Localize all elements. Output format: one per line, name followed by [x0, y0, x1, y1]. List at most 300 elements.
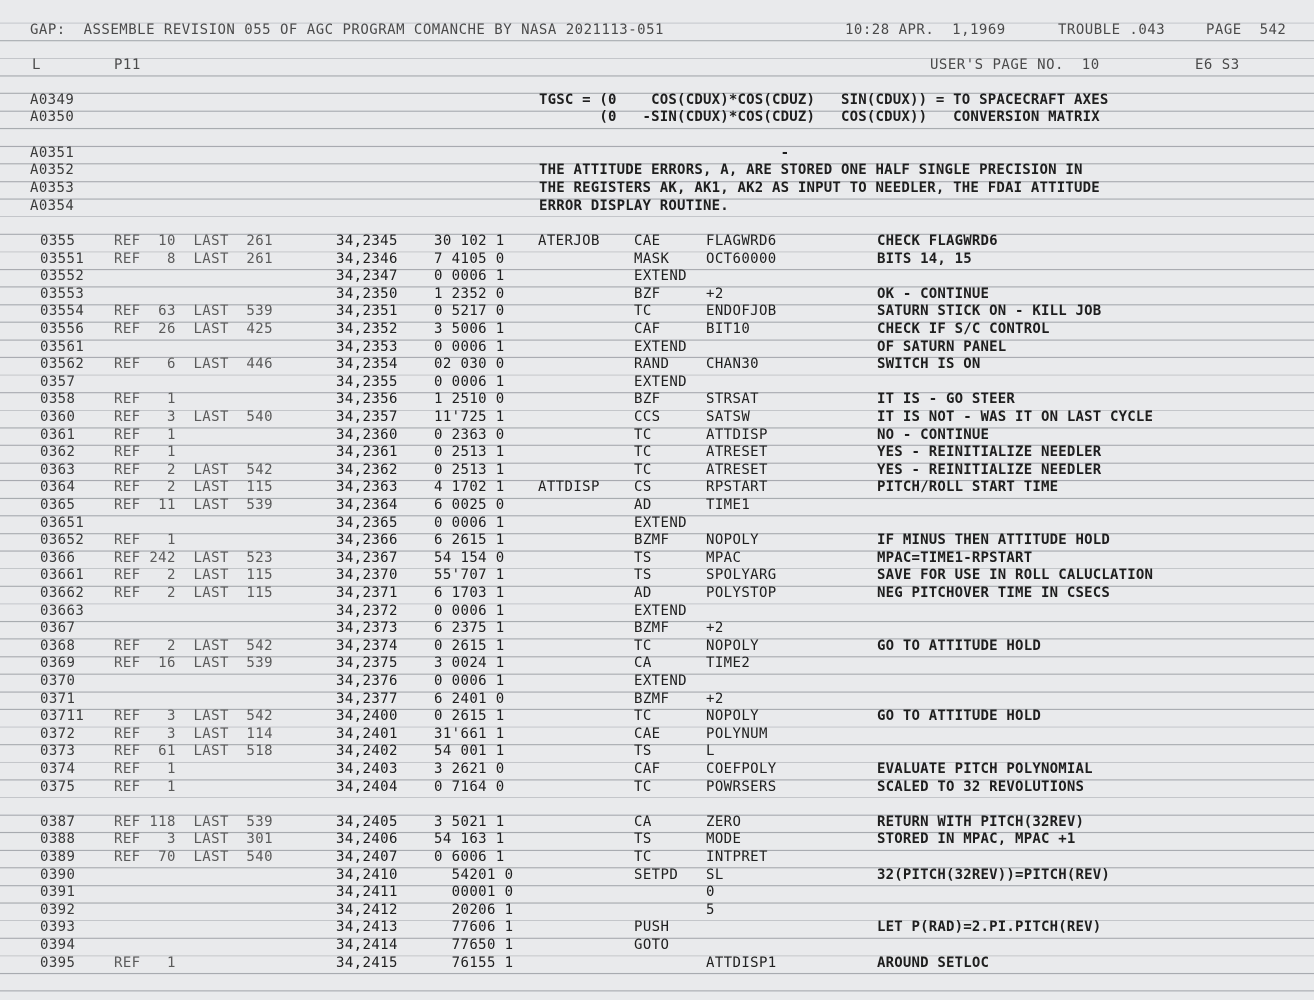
address: 34,2346	[336, 250, 398, 267]
line-number: 0365	[40, 497, 76, 513]
address: 34,2373	[336, 620, 398, 637]
line-number: 0391	[40, 884, 76, 901]
reference-info: REF 3 LAST 542	[114, 708, 273, 725]
octal-word: 4 1702 1	[434, 479, 505, 496]
octal-word: 6 1703 1	[434, 585, 505, 601]
opcode: BZMF	[634, 690, 670, 707]
opcode: TC	[634, 778, 652, 795]
opcode: CAE	[634, 233, 661, 249]
line-number: A0351	[30, 145, 75, 161]
opcode: MASK	[634, 250, 670, 267]
code-line	[0, 725, 1314, 743]
opcode: CAF	[634, 761, 661, 777]
line-number: 03552	[40, 268, 85, 285]
reference-info: REF 3 LAST 540	[114, 409, 273, 425]
line-number: 0395	[40, 954, 76, 971]
code-line	[0, 531, 1314, 549]
address: 34,2412	[336, 901, 398, 918]
reference-info: REF 3 LAST 301	[114, 831, 273, 848]
octal-word: 0 0006 1	[434, 602, 505, 619]
code-line	[0, 848, 1314, 866]
header-line	[0, 21, 1314, 39]
reference-info: REF 11 LAST 539	[114, 497, 273, 513]
code-line	[0, 619, 1314, 637]
reference-info: REF 2 LAST 115	[114, 585, 273, 601]
line-number: 0364	[40, 479, 76, 496]
octal-word: 0 2615 1	[434, 637, 505, 654]
code-line	[0, 654, 1314, 672]
line-number: 0367	[40, 620, 76, 637]
octal-word: 20206 1	[434, 901, 514, 918]
octal-word: 54 163 1	[434, 831, 505, 848]
reference-info: REF 63 LAST 539	[114, 303, 273, 320]
address: 34,2357	[336, 409, 398, 425]
reference-info: REF 1	[114, 391, 176, 408]
octal-word: 7 4105 0	[434, 250, 505, 267]
address: 34,2377	[336, 690, 398, 707]
code-comment: CHECK IF S/C CONTROL	[877, 321, 1050, 337]
line-number: 0374	[40, 761, 76, 777]
code-line	[0, 760, 1314, 778]
sub-id: P11	[114, 57, 141, 73]
octal-word: 0 7164 0	[434, 778, 505, 795]
code-comment: GO TO ATTITUDE HOLD	[877, 708, 1041, 725]
operand: ATTDISP1	[706, 954, 777, 971]
code-comment: AROUND SETLOC	[877, 954, 990, 971]
octal-word: 6 2401 0	[434, 690, 505, 707]
octal-word: 54201 0	[434, 866, 514, 883]
address: 34,2414	[336, 937, 398, 953]
opcode: TC	[634, 849, 652, 865]
reference-info: REF 2 LAST 115	[114, 567, 273, 584]
operand: TIME1	[706, 497, 751, 513]
section-code: E6 S3	[1195, 57, 1240, 73]
user-page-number: USER'S PAGE NO. 10	[930, 57, 1100, 73]
line-number: 0362	[40, 444, 76, 461]
address: 34,2354	[336, 356, 398, 373]
reference-info: REF 26 LAST 425	[114, 321, 273, 337]
operand: OCT60000	[706, 250, 777, 267]
address: 34,2355	[336, 373, 398, 390]
comment-line	[0, 197, 1314, 215]
code-line	[0, 408, 1314, 426]
address: 34,2353	[336, 338, 398, 355]
comment-text: THE ATTITUDE ERRORS, A, ARE STORED ONE HALF SINGLE PRECISION IN	[539, 162, 1083, 178]
operand: ATTDISP	[706, 426, 768, 443]
comment-text: ERROR DISPLAY ROUTINE.	[539, 198, 729, 214]
address: 34,2351	[336, 303, 398, 320]
line-number: 0388	[40, 831, 76, 848]
line-number: 0393	[40, 919, 76, 936]
address: 34,2360	[336, 426, 398, 443]
reference-info: REF 6 LAST 446	[114, 356, 273, 373]
address: 34,2374	[336, 637, 398, 654]
line-number: 0357	[40, 373, 76, 390]
line-number: 03663	[40, 602, 85, 619]
operand: POWRSERS	[706, 778, 777, 795]
code-line	[0, 232, 1314, 250]
line-number: 0369	[40, 655, 76, 672]
operand: ATRESET	[706, 461, 768, 478]
opcode: TC	[634, 303, 652, 320]
address: 34,2362	[336, 461, 398, 478]
code-comment: EVALUATE PITCH POLYNOMIAL	[877, 761, 1093, 777]
reference-info: REF 118 LAST 539	[114, 813, 273, 830]
code-line	[0, 478, 1314, 496]
comment-text: (0 -SIN(CDUX)*COS(CDUZ) COS(CDUX)) CONVERSION MATRIX	[539, 109, 1100, 125]
opcode: TC	[634, 444, 652, 461]
line-number: 0373	[40, 743, 76, 760]
address: 34,2376	[336, 673, 398, 689]
reference-info: REF 1	[114, 761, 176, 777]
operand: MPAC	[706, 549, 742, 566]
octal-word: 0 2363 0	[434, 426, 505, 443]
operand: RPSTART	[706, 479, 768, 496]
line-number: 0355	[40, 233, 76, 249]
comment-text: TGSC = (0 COS(CDUX)*COS(CDUZ) SIN(CDUX)) = TO SPACECRAFT AXES	[539, 92, 1109, 108]
opcode: EXTEND	[634, 602, 687, 619]
code-comment: 32(PITCH(32REV))=PITCH(REV)	[877, 866, 1110, 883]
octal-word: 0 6006 1	[434, 849, 505, 865]
reference-info: REF 16 LAST 539	[114, 655, 273, 672]
octal-word: 76155 1	[434, 954, 514, 971]
code-line	[0, 813, 1314, 831]
address: 34,2352	[336, 321, 398, 337]
operand: +2	[706, 690, 724, 707]
reference-info: REF 1	[114, 426, 176, 443]
address: 34,2367	[336, 549, 398, 566]
opcode: AD	[634, 497, 652, 513]
address: 34,2370	[336, 567, 398, 584]
line-number: 03651	[40, 514, 85, 531]
comment-text: -	[539, 145, 790, 161]
code-line	[0, 443, 1314, 461]
code-line	[0, 742, 1314, 760]
trouble-code: TROUBLE .043	[1058, 22, 1166, 38]
address: 34,2406	[336, 831, 398, 848]
octal-word: 31'661 1	[434, 725, 505, 742]
line-number: 0370	[40, 673, 76, 689]
line-number: 03553	[40, 285, 85, 302]
operand: POLYNUM	[706, 725, 768, 742]
line-number: A0350	[30, 109, 75, 125]
address: 34,2410	[336, 866, 398, 883]
code-line	[0, 901, 1314, 919]
opcode: CAF	[634, 321, 661, 337]
octal-word: 0 2615 1	[434, 708, 505, 725]
code-line	[0, 549, 1314, 567]
operand: 5	[706, 901, 715, 918]
operand: CHAN30	[706, 356, 759, 373]
code-line	[0, 320, 1314, 338]
code-line	[0, 602, 1314, 620]
line-number: 0368	[40, 637, 76, 654]
listing-datetime: 10:28 APR. 1,1969	[845, 22, 1006, 38]
line-number: 0372	[40, 725, 76, 742]
reference-info: REF 1	[114, 532, 176, 549]
opcode: TS	[634, 567, 652, 584]
line-number: 03711	[40, 708, 85, 725]
code-line	[0, 584, 1314, 602]
opcode: CS	[634, 479, 652, 496]
subheader-line	[0, 56, 1314, 74]
opcode: RAND	[634, 356, 670, 373]
opcode: BZMF	[634, 532, 670, 549]
line-number: 03554	[40, 303, 85, 320]
opcode: BZF	[634, 285, 661, 302]
code-line	[0, 338, 1314, 356]
line-number: 0390	[40, 866, 76, 883]
octal-word: 0 2513 1	[434, 461, 505, 478]
octal-word: 55'707 1	[434, 567, 505, 584]
address: 34,2413	[336, 919, 398, 936]
comment-line	[0, 91, 1314, 109]
address: 34,2375	[336, 655, 398, 672]
code-comment: RETURN WITH PITCH(32REV)	[877, 813, 1085, 830]
opcode: EXTEND	[634, 673, 687, 689]
address: 34,2363	[336, 479, 398, 496]
reference-info: REF 61 LAST 518	[114, 743, 273, 760]
address: 34,2407	[336, 849, 398, 865]
code-comment: YES - REINITIALIZE NEEDLER	[877, 444, 1102, 461]
operand: ENDOFJOB	[706, 303, 777, 320]
octal-word: 6 2615 1	[434, 532, 505, 549]
code-comment: NEG PITCHOVER TIME IN CSECS	[877, 585, 1110, 601]
code-comment: SAVE FOR USE IN ROLL CALUCLATION	[877, 567, 1154, 584]
operand: +2	[706, 285, 724, 302]
reference-info: REF 242 LAST 523	[114, 549, 273, 566]
operand: NOPOLY	[706, 532, 759, 549]
address: 34,2350	[336, 285, 398, 302]
opcode: TS	[634, 743, 652, 760]
opcode: TC	[634, 637, 652, 654]
address: 34,2371	[336, 585, 398, 601]
address: 34,2400	[336, 708, 398, 725]
opcode: BZMF	[634, 620, 670, 637]
line-number: 0363	[40, 461, 76, 478]
octal-word: 0 5217 0	[434, 303, 505, 320]
operand: POLYSTOP	[706, 585, 777, 601]
octal-word: 0 0006 1	[434, 673, 505, 689]
code-comment: LET P(RAD)=2.PI.PITCH(REV)	[877, 919, 1102, 936]
address: 34,2347	[336, 268, 398, 285]
octal-word: 3 5006 1	[434, 321, 505, 337]
code-line	[0, 302, 1314, 320]
comment-line	[0, 161, 1314, 179]
address: 34,2403	[336, 761, 398, 777]
opcode: PUSH	[634, 919, 670, 936]
operand: SATSW	[706, 409, 751, 425]
code-comment: GO TO ATTITUDE HOLD	[877, 637, 1041, 654]
address: 34,2411	[336, 884, 398, 901]
octal-word: 3 0024 1	[434, 655, 505, 672]
reference-info: REF 3 LAST 114	[114, 725, 273, 742]
symbol-label: ATTDISP	[538, 479, 600, 496]
code-comment: NO - CONTINUE	[877, 426, 990, 443]
code-comment: IT IS NOT - WAS IT ON LAST CYCLE	[877, 409, 1154, 425]
address: 34,2361	[336, 444, 398, 461]
octal-word: 77650 1	[434, 937, 514, 953]
operand: +2	[706, 620, 724, 637]
line-number: 0371	[40, 690, 76, 707]
code-comment: BITS 14, 15	[877, 250, 972, 267]
comment-line	[0, 179, 1314, 197]
octal-word: 54 001 1	[434, 743, 505, 760]
operand: L	[706, 743, 715, 760]
opcode: EXTEND	[634, 268, 687, 285]
opcode: EXTEND	[634, 514, 687, 531]
code-line	[0, 936, 1314, 954]
operand: 0	[706, 884, 715, 901]
page-number: PAGE 542	[1206, 22, 1287, 38]
code-comment: IT IS - GO STEER	[877, 391, 1016, 408]
line-number: 03662	[40, 585, 85, 601]
reference-info: REF 2 LAST 542	[114, 461, 273, 478]
opcode: EXTEND	[634, 373, 687, 390]
address: 34,2356	[336, 391, 398, 408]
code-line	[0, 672, 1314, 690]
code-line	[0, 566, 1314, 584]
opcode: TS	[634, 549, 652, 566]
opcode: CA	[634, 655, 652, 672]
line-number: 03561	[40, 338, 85, 355]
line-number: 03551	[40, 250, 85, 267]
operand: BIT10	[706, 321, 751, 337]
line-number: 03661	[40, 567, 85, 584]
code-comment: YES - REINITIALIZE NEEDLER	[877, 461, 1102, 478]
opcode: TC	[634, 426, 652, 443]
comment-text: THE REGISTERS AK, AK1, AK2 AS INPUT TO NEEDLER, THE FDAI ATTITUDE	[539, 180, 1100, 196]
octal-word: 00001 0	[434, 884, 514, 901]
octal-word: 02 030 0	[434, 356, 505, 373]
reference-info: REF 2 LAST 115	[114, 479, 273, 496]
line-number: 03556	[40, 321, 85, 337]
code-line	[0, 778, 1314, 796]
octal-word: 1 2352 0	[434, 285, 505, 302]
opcode: CCS	[634, 409, 661, 425]
comment-line	[0, 108, 1314, 126]
line-number: 0358	[40, 391, 76, 408]
symbol-label: ATERJOB	[538, 233, 600, 249]
line-number: 0392	[40, 901, 76, 918]
code-line	[0, 461, 1314, 479]
code-line	[0, 918, 1314, 936]
opcode: BZF	[634, 391, 661, 408]
operand: SPOLYARG	[706, 567, 777, 584]
address: 34,2364	[336, 497, 398, 513]
code-line	[0, 373, 1314, 391]
octal-word: 0 0006 1	[434, 514, 505, 531]
code-line	[0, 866, 1314, 884]
line-number: 0375	[40, 778, 76, 795]
octal-word: 30 102 1	[434, 233, 505, 249]
operand: STRSAT	[706, 391, 759, 408]
operand: COEFPOLY	[706, 761, 777, 777]
operand: ZERO	[706, 813, 742, 830]
octal-word: 0 2513 1	[434, 444, 505, 461]
line-number: 0387	[40, 813, 76, 830]
octal-word: 0 0006 1	[434, 373, 505, 390]
address: 34,2345	[336, 233, 398, 249]
opcode: CAE	[634, 725, 661, 742]
line-number: A0352	[30, 162, 75, 178]
operand: ATRESET	[706, 444, 768, 461]
code-line	[0, 707, 1314, 725]
operand: NOPOLY	[706, 637, 759, 654]
reference-info: REF 70 LAST 540	[114, 849, 273, 865]
code-line	[0, 883, 1314, 901]
code-comment: OF SATURN PANEL	[877, 338, 1007, 355]
code-comment: CHECK FLAGWRD6	[877, 233, 998, 249]
opcode: TS	[634, 831, 652, 848]
code-comment: PITCH/ROLL START TIME	[877, 479, 1059, 496]
code-comment: IF MINUS THEN ATTITUDE HOLD	[877, 532, 1110, 549]
line-number: 0360	[40, 409, 76, 425]
code-line	[0, 250, 1314, 268]
code-line	[0, 496, 1314, 514]
opcode: AD	[634, 585, 652, 601]
operand: FLAGWRD6	[706, 233, 777, 249]
reference-info: REF 8 LAST 261	[114, 250, 273, 267]
reference-info: REF 1	[114, 444, 176, 461]
listing-title: GAP: ASSEMBLE REVISION 055 OF AGC PROGRAM COMANCHE BY NASA 2021113-051	[30, 22, 664, 38]
code-comment: SWITCH IS ON	[877, 356, 981, 373]
line-number: 0389	[40, 849, 76, 865]
code-comment: SCALED TO 32 REVOLUTIONS	[877, 778, 1085, 795]
line-number: 0394	[40, 937, 76, 953]
operand: MODE	[706, 831, 742, 848]
octal-word: 0 0006 1	[434, 268, 505, 285]
octal-word: 77606 1	[434, 919, 514, 936]
operand: SL	[706, 866, 724, 883]
code-line	[0, 514, 1314, 532]
line-number: 0361	[40, 426, 76, 443]
octal-word: 3 5021 1	[434, 813, 505, 830]
operand: INTPRET	[706, 849, 768, 865]
octal-word: 0 0006 1	[434, 338, 505, 355]
opcode: TC	[634, 708, 652, 725]
line-number: A0353	[30, 180, 75, 196]
address: 34,2415	[336, 954, 398, 971]
opcode: GOTO	[634, 937, 670, 953]
code-comment: STORED IN MPAC, MPAC +1	[877, 831, 1076, 848]
octal-word: 11'725 1	[434, 409, 505, 425]
line-number: A0354	[30, 198, 75, 214]
address: 34,2405	[336, 813, 398, 830]
line-number: A0349	[30, 92, 75, 108]
octal-word: 6 0025 0	[434, 497, 505, 513]
code-comment: OK - CONTINUE	[877, 285, 990, 302]
address: 34,2372	[336, 602, 398, 619]
opcode: TC	[634, 461, 652, 478]
code-comment: SATURN STICK ON - KILL JOB	[877, 303, 1102, 320]
operand: TIME2	[706, 655, 751, 672]
opcode: EXTEND	[634, 338, 687, 355]
line-number: 0366	[40, 549, 76, 566]
reference-info: REF 1	[114, 954, 176, 971]
code-line	[0, 390, 1314, 408]
reference-info: REF 1	[114, 778, 176, 795]
line-number: 03652	[40, 532, 85, 549]
code-line	[0, 954, 1314, 972]
octal-word: 3 2621 0	[434, 761, 505, 777]
code-line	[0, 355, 1314, 373]
code-line	[0, 690, 1314, 708]
reference-info: REF 10 LAST 261	[114, 233, 273, 249]
reference-info: REF 2 LAST 542	[114, 637, 273, 654]
opcode: SETPD	[634, 866, 679, 883]
octal-word: 6 2375 1	[434, 620, 505, 637]
